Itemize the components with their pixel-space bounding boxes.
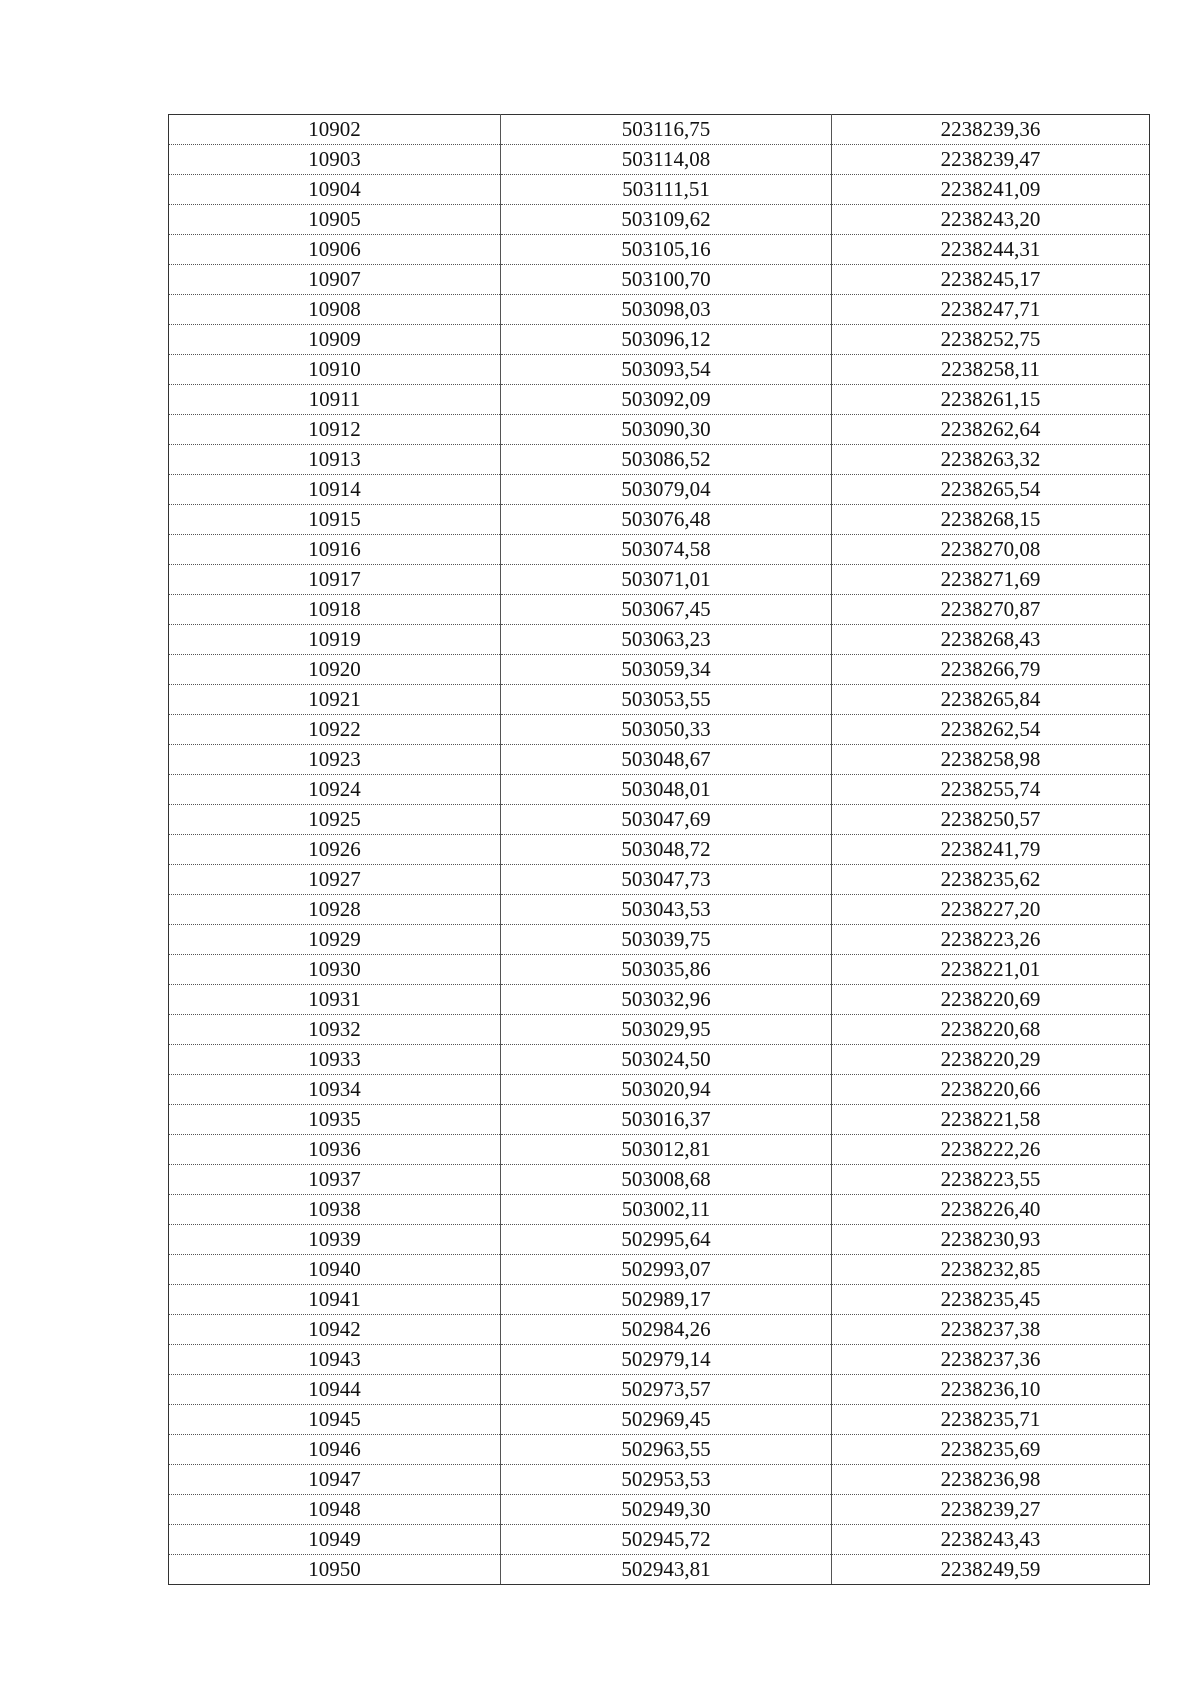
y-coordinate-cell: 2238220,66 (832, 1075, 1150, 1105)
y-coordinate-cell: 2238221,01 (832, 955, 1150, 985)
table-row (169, 295, 1150, 325)
table-row (169, 595, 1150, 625)
x-coordinate-cell: 503079,04 (501, 475, 832, 505)
point-number-cell: 10920 (169, 655, 501, 685)
x-coordinate-cell: 503029,95 (501, 1015, 832, 1045)
x-coordinate-cell: 503008,68 (501, 1165, 832, 1195)
table-row (169, 445, 1150, 475)
y-coordinate-cell: 2238262,64 (832, 415, 1150, 445)
point-number-cell: 10915 (169, 505, 501, 535)
table-row (169, 1315, 1150, 1345)
y-coordinate-cell: 2238265,54 (832, 475, 1150, 505)
point-number-cell: 10914 (169, 475, 501, 505)
y-coordinate-cell: 2238236,98 (832, 1465, 1150, 1495)
x-coordinate-cell: 502953,53 (501, 1465, 832, 1495)
y-coordinate-cell: 2238239,27 (832, 1495, 1150, 1525)
table-row (169, 145, 1150, 175)
point-number-cell: 10931 (169, 985, 501, 1015)
y-coordinate-cell: 2238244,31 (832, 235, 1150, 265)
x-coordinate-cell: 503032,96 (501, 985, 832, 1015)
table-row (169, 1345, 1150, 1375)
table-row (169, 265, 1150, 295)
table-row (169, 745, 1150, 775)
point-number-cell: 10941 (169, 1285, 501, 1315)
x-coordinate-cell: 503111,51 (501, 175, 832, 205)
table-row (169, 505, 1150, 535)
x-coordinate-cell: 503096,12 (501, 325, 832, 355)
x-coordinate-cell: 503020,94 (501, 1075, 832, 1105)
point-number-cell: 10946 (169, 1435, 501, 1465)
y-coordinate-cell: 2238249,59 (832, 1555, 1150, 1585)
table-row (169, 1195, 1150, 1225)
table-row (169, 1555, 1150, 1585)
y-coordinate-cell: 2238223,26 (832, 925, 1150, 955)
point-number-cell: 10908 (169, 295, 501, 325)
point-number-cell: 10921 (169, 685, 501, 715)
x-coordinate-cell: 503074,58 (501, 535, 832, 565)
point-number-cell: 10924 (169, 775, 501, 805)
point-number-cell: 10928 (169, 895, 501, 925)
x-coordinate-cell: 503092,09 (501, 385, 832, 415)
y-coordinate-cell: 2238261,15 (832, 385, 1150, 415)
table-row (169, 175, 1150, 205)
point-number-cell: 10932 (169, 1015, 501, 1045)
table-row (169, 925, 1150, 955)
point-number-cell: 10936 (169, 1135, 501, 1165)
table-row (169, 955, 1150, 985)
x-coordinate-cell: 503086,52 (501, 445, 832, 475)
x-coordinate-cell: 502949,30 (501, 1495, 832, 1525)
y-coordinate-cell: 2238270,08 (832, 535, 1150, 565)
y-coordinate-cell: 2238245,17 (832, 265, 1150, 295)
point-number-cell: 10916 (169, 535, 501, 565)
x-coordinate-cell: 503024,50 (501, 1045, 832, 1075)
point-number-cell: 10919 (169, 625, 501, 655)
y-coordinate-cell: 2238258,98 (832, 745, 1150, 775)
point-number-cell: 10922 (169, 715, 501, 745)
table-row (169, 685, 1150, 715)
x-coordinate-cell: 503047,73 (501, 865, 832, 895)
y-coordinate-cell: 2238237,36 (832, 1345, 1150, 1375)
y-coordinate-cell: 2238223,55 (832, 1165, 1150, 1195)
point-number-cell: 10934 (169, 1075, 501, 1105)
table-row (169, 1105, 1150, 1135)
y-coordinate-cell: 2238230,93 (832, 1225, 1150, 1255)
table-row (169, 985, 1150, 1015)
y-coordinate-cell: 2238241,09 (832, 175, 1150, 205)
x-coordinate-cell: 502993,07 (501, 1255, 832, 1285)
x-coordinate-cell: 503002,11 (501, 1195, 832, 1225)
x-coordinate-cell: 503039,75 (501, 925, 832, 955)
table-row (169, 1495, 1150, 1525)
x-coordinate-cell: 503012,81 (501, 1135, 832, 1165)
y-coordinate-cell: 2238255,74 (832, 775, 1150, 805)
table-row (169, 1255, 1150, 1285)
table-row (169, 1135, 1150, 1165)
coordinate-table-body (169, 115, 1150, 1585)
y-coordinate-cell: 2238220,69 (832, 985, 1150, 1015)
y-coordinate-cell: 2238243,43 (832, 1525, 1150, 1555)
y-coordinate-cell: 2238265,84 (832, 685, 1150, 715)
y-coordinate-cell: 2238268,43 (832, 625, 1150, 655)
y-coordinate-cell: 2238241,79 (832, 835, 1150, 865)
x-coordinate-cell: 503067,45 (501, 595, 832, 625)
x-coordinate-cell: 503063,23 (501, 625, 832, 655)
point-number-cell: 10942 (169, 1315, 501, 1345)
point-number-cell: 10945 (169, 1405, 501, 1435)
table-row (169, 565, 1150, 595)
y-coordinate-cell: 2238262,54 (832, 715, 1150, 745)
point-number-cell: 10930 (169, 955, 501, 985)
y-coordinate-cell: 2238235,62 (832, 865, 1150, 895)
point-number-cell: 10943 (169, 1345, 501, 1375)
y-coordinate-cell: 2238235,71 (832, 1405, 1150, 1435)
y-coordinate-cell: 2238220,29 (832, 1045, 1150, 1075)
x-coordinate-cell: 503043,53 (501, 895, 832, 925)
y-coordinate-cell: 2238226,40 (832, 1195, 1150, 1225)
table-row (169, 1015, 1150, 1045)
point-number-cell: 10939 (169, 1225, 501, 1255)
table-row (169, 535, 1150, 565)
point-number-cell: 10906 (169, 235, 501, 265)
point-number-cell: 10912 (169, 415, 501, 445)
x-coordinate-cell: 502995,64 (501, 1225, 832, 1255)
y-coordinate-cell: 2238220,68 (832, 1015, 1150, 1045)
point-number-cell: 10947 (169, 1465, 501, 1495)
x-coordinate-cell: 503098,03 (501, 295, 832, 325)
x-coordinate-cell: 503114,08 (501, 145, 832, 175)
table-row (169, 1075, 1150, 1105)
point-number-cell: 10926 (169, 835, 501, 865)
table-row (169, 1435, 1150, 1465)
y-coordinate-cell: 2238227,20 (832, 895, 1150, 925)
table-row (169, 715, 1150, 745)
point-number-cell: 10948 (169, 1495, 501, 1525)
point-number-cell: 10918 (169, 595, 501, 625)
point-number-cell: 10938 (169, 1195, 501, 1225)
point-number-cell: 10917 (169, 565, 501, 595)
point-number-cell: 10907 (169, 265, 501, 295)
table-row (169, 115, 1150, 145)
point-number-cell: 10911 (169, 385, 501, 415)
table-row (169, 1375, 1150, 1405)
point-number-cell: 10950 (169, 1555, 501, 1585)
x-coordinate-cell: 502969,45 (501, 1405, 832, 1435)
y-coordinate-cell: 2238266,79 (832, 655, 1150, 685)
table-row (169, 1285, 1150, 1315)
table-row (169, 385, 1150, 415)
table-row (169, 415, 1150, 445)
point-number-cell: 10944 (169, 1375, 501, 1405)
x-coordinate-cell: 502973,57 (501, 1375, 832, 1405)
y-coordinate-cell: 2238263,32 (832, 445, 1150, 475)
table-row (169, 1045, 1150, 1075)
y-coordinate-cell: 2238250,57 (832, 805, 1150, 835)
table-row (169, 805, 1150, 835)
x-coordinate-cell: 503090,30 (501, 415, 832, 445)
table-row (169, 865, 1150, 895)
x-coordinate-cell: 502945,72 (501, 1525, 832, 1555)
y-coordinate-cell: 2238243,20 (832, 205, 1150, 235)
x-coordinate-cell: 503016,37 (501, 1105, 832, 1135)
y-coordinate-cell: 2238271,69 (832, 565, 1150, 595)
y-coordinate-cell: 2238247,71 (832, 295, 1150, 325)
x-coordinate-cell: 503071,01 (501, 565, 832, 595)
point-number-cell: 10903 (169, 145, 501, 175)
coordinate-table (168, 114, 1150, 1585)
table-row (169, 835, 1150, 865)
x-coordinate-cell: 502963,55 (501, 1435, 832, 1465)
y-coordinate-cell: 2238258,11 (832, 355, 1150, 385)
x-coordinate-cell: 503116,75 (501, 115, 832, 145)
table-row (169, 1405, 1150, 1435)
y-coordinate-cell: 2238268,15 (832, 505, 1150, 535)
table-row (169, 775, 1150, 805)
y-coordinate-cell: 2238252,75 (832, 325, 1150, 355)
point-number-cell: 10929 (169, 925, 501, 955)
x-coordinate-cell: 503050,33 (501, 715, 832, 745)
x-coordinate-cell: 502979,14 (501, 1345, 832, 1375)
x-coordinate-cell: 503059,34 (501, 655, 832, 685)
table-row (169, 355, 1150, 385)
y-coordinate-cell: 2238221,58 (832, 1105, 1150, 1135)
point-number-cell: 10935 (169, 1105, 501, 1135)
x-coordinate-cell: 503048,01 (501, 775, 832, 805)
table-row (169, 325, 1150, 355)
point-number-cell: 10910 (169, 355, 501, 385)
point-number-cell: 10902 (169, 115, 501, 145)
table-row (169, 655, 1150, 685)
point-number-cell: 10933 (169, 1045, 501, 1075)
x-coordinate-cell: 503100,70 (501, 265, 832, 295)
x-coordinate-cell: 503047,69 (501, 805, 832, 835)
table-row (169, 1465, 1150, 1495)
table-row (169, 205, 1150, 235)
x-coordinate-cell: 503035,86 (501, 955, 832, 985)
y-coordinate-cell: 2238235,45 (832, 1285, 1150, 1315)
x-coordinate-cell: 503093,54 (501, 355, 832, 385)
x-coordinate-cell: 503053,55 (501, 685, 832, 715)
table-row (169, 625, 1150, 655)
y-coordinate-cell: 2238270,87 (832, 595, 1150, 625)
x-coordinate-cell: 503109,62 (501, 205, 832, 235)
point-number-cell: 10923 (169, 745, 501, 775)
point-number-cell: 10949 (169, 1525, 501, 1555)
x-coordinate-cell: 502989,17 (501, 1285, 832, 1315)
x-coordinate-cell: 503048,67 (501, 745, 832, 775)
table-row (169, 475, 1150, 505)
x-coordinate-cell: 503048,72 (501, 835, 832, 865)
y-coordinate-cell: 2238232,85 (832, 1255, 1150, 1285)
y-coordinate-cell: 2238222,26 (832, 1135, 1150, 1165)
table-row (169, 1525, 1150, 1555)
table-row (169, 1165, 1150, 1195)
point-number-cell: 10927 (169, 865, 501, 895)
x-coordinate-cell: 503076,48 (501, 505, 832, 535)
point-number-cell: 10940 (169, 1255, 501, 1285)
table-row (169, 1225, 1150, 1255)
point-number-cell: 10925 (169, 805, 501, 835)
x-coordinate-cell: 503105,16 (501, 235, 832, 265)
y-coordinate-cell: 2238237,38 (832, 1315, 1150, 1345)
point-number-cell: 10905 (169, 205, 501, 235)
y-coordinate-cell: 2238239,36 (832, 115, 1150, 145)
x-coordinate-cell: 502984,26 (501, 1315, 832, 1345)
y-coordinate-cell: 2238239,47 (832, 145, 1150, 175)
point-number-cell: 10909 (169, 325, 501, 355)
point-number-cell: 10904 (169, 175, 501, 205)
table-row (169, 895, 1150, 925)
y-coordinate-cell: 2238235,69 (832, 1435, 1150, 1465)
x-coordinate-cell: 502943,81 (501, 1555, 832, 1585)
table-row (169, 235, 1150, 265)
point-number-cell: 10937 (169, 1165, 501, 1195)
point-number-cell: 10913 (169, 445, 501, 475)
y-coordinate-cell: 2238236,10 (832, 1375, 1150, 1405)
